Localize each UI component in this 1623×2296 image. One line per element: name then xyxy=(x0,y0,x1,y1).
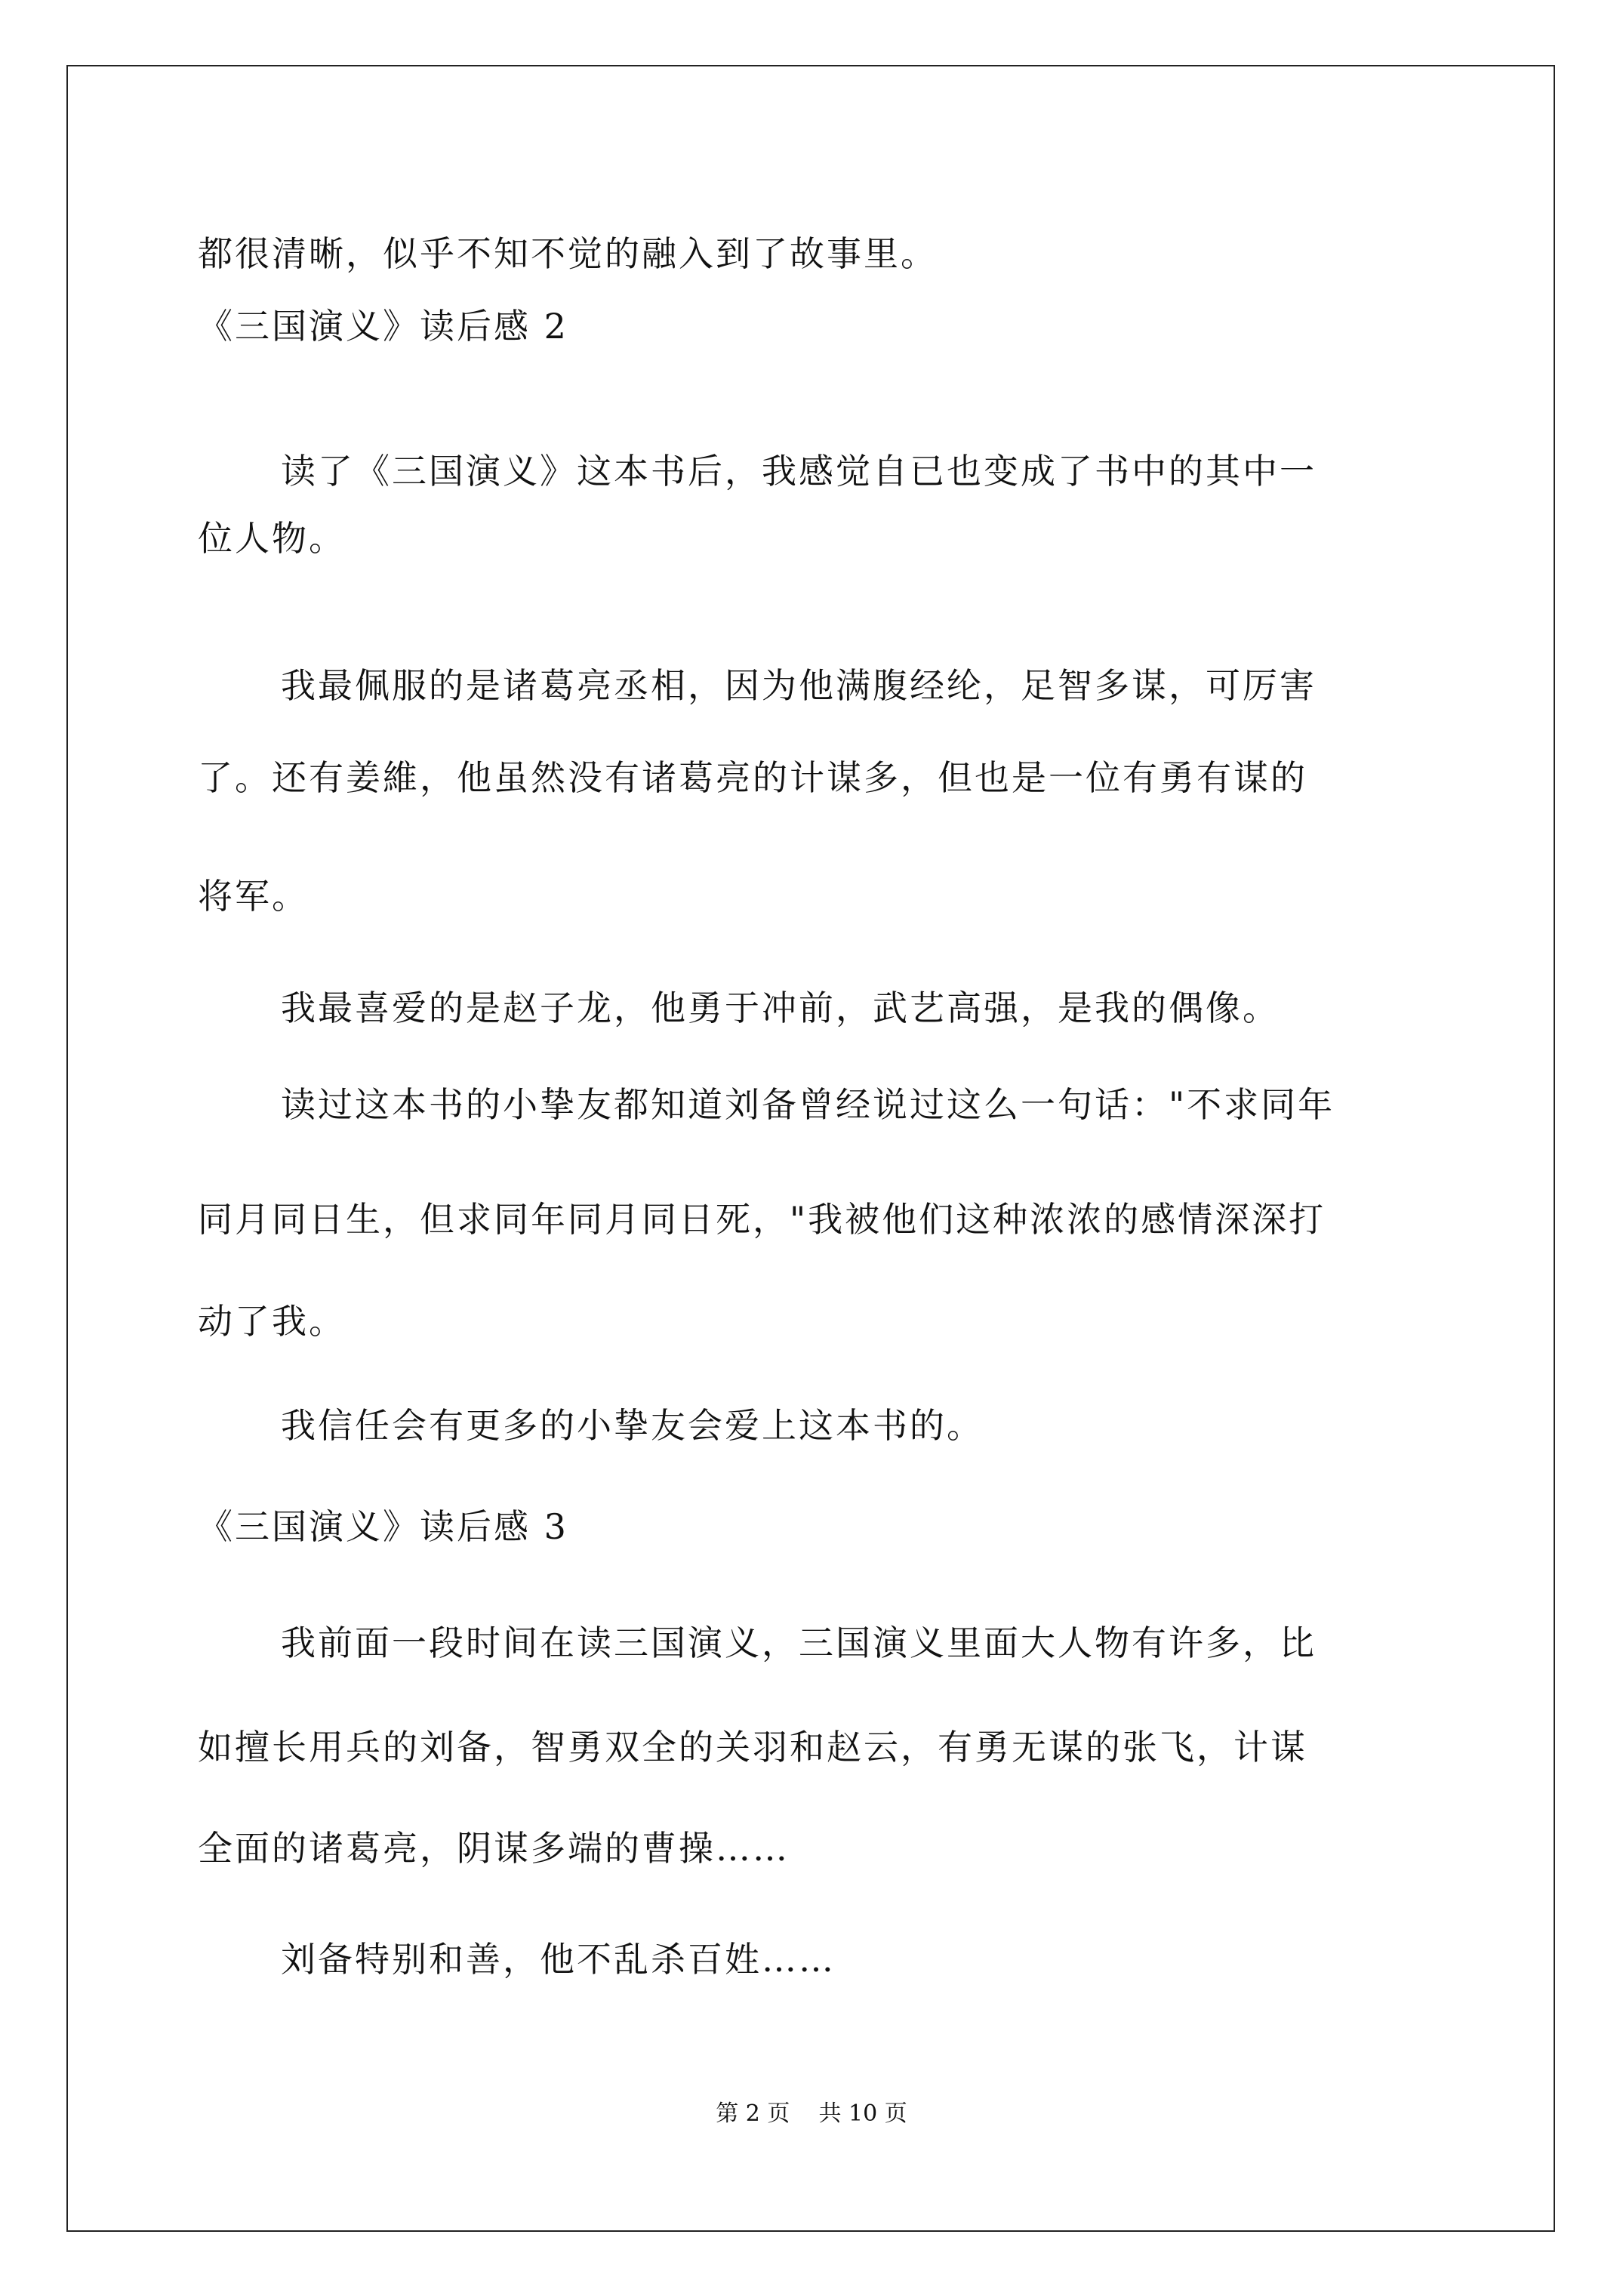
page-number-footer: 第 2 页 共 10 页 xyxy=(716,2100,907,2127)
section-heading: 《三国演义》读后感 2 xyxy=(198,306,568,347)
body-text-line: 了。还有姜維，他虽然没有诸葛亮的计谋多，但也是一位有勇有谋的 xyxy=(198,757,1307,798)
body-text-line: 将军。 xyxy=(198,876,309,917)
body-text-line: 位人物。 xyxy=(198,518,346,559)
page-border xyxy=(66,65,1555,2232)
paragraph-first-line: 我最佩服的是诸葛亮丞相，因为他满腹经纶，足智多谋，可厉害 xyxy=(281,665,1317,706)
paragraph-first-line: 读了《三国演义》这本书后，我感觉自已也变成了书中的其中一 xyxy=(281,451,1317,492)
section-heading: 《三国演义》读后感 3 xyxy=(198,1506,568,1547)
body-text-line: 如擅长用兵的刘备，智勇双全的关羽和赵云，有勇无谋的张飞，计谋 xyxy=(198,1727,1307,1767)
body-text-line: 都很清晰，似乎不知不觉的融入到了故事里。 xyxy=(198,233,938,274)
paragraph-first-line: 读过这本书的小挚友都知道刘备曾经说过这么一句话："不求同年 xyxy=(281,1084,1335,1125)
body-text-line: 同月同日生，但求同年同月同日死，"我被他们这种浓浓的感情深深打 xyxy=(198,1199,1326,1240)
body-text-line: 动了我。 xyxy=(198,1301,346,1342)
paragraph-first-line: 刘备特别和善，他不乱杀百姓…… xyxy=(281,1939,836,1980)
paragraph-first-line: 我前面一段时间在读三国演义，三国演义里面大人物有许多，比 xyxy=(281,1623,1317,1663)
paragraph-first-line: 我最喜爱的是赵子龙，他勇于冲前，武艺高强，是我的偶像。 xyxy=(281,988,1280,1028)
paragraph-first-line: 我信任会有更多的小挚友会爱上这本书的。 xyxy=(281,1405,984,1446)
body-text-line: 全面的诸葛亮，阴谋多端的曹操…… xyxy=(198,1828,790,1869)
